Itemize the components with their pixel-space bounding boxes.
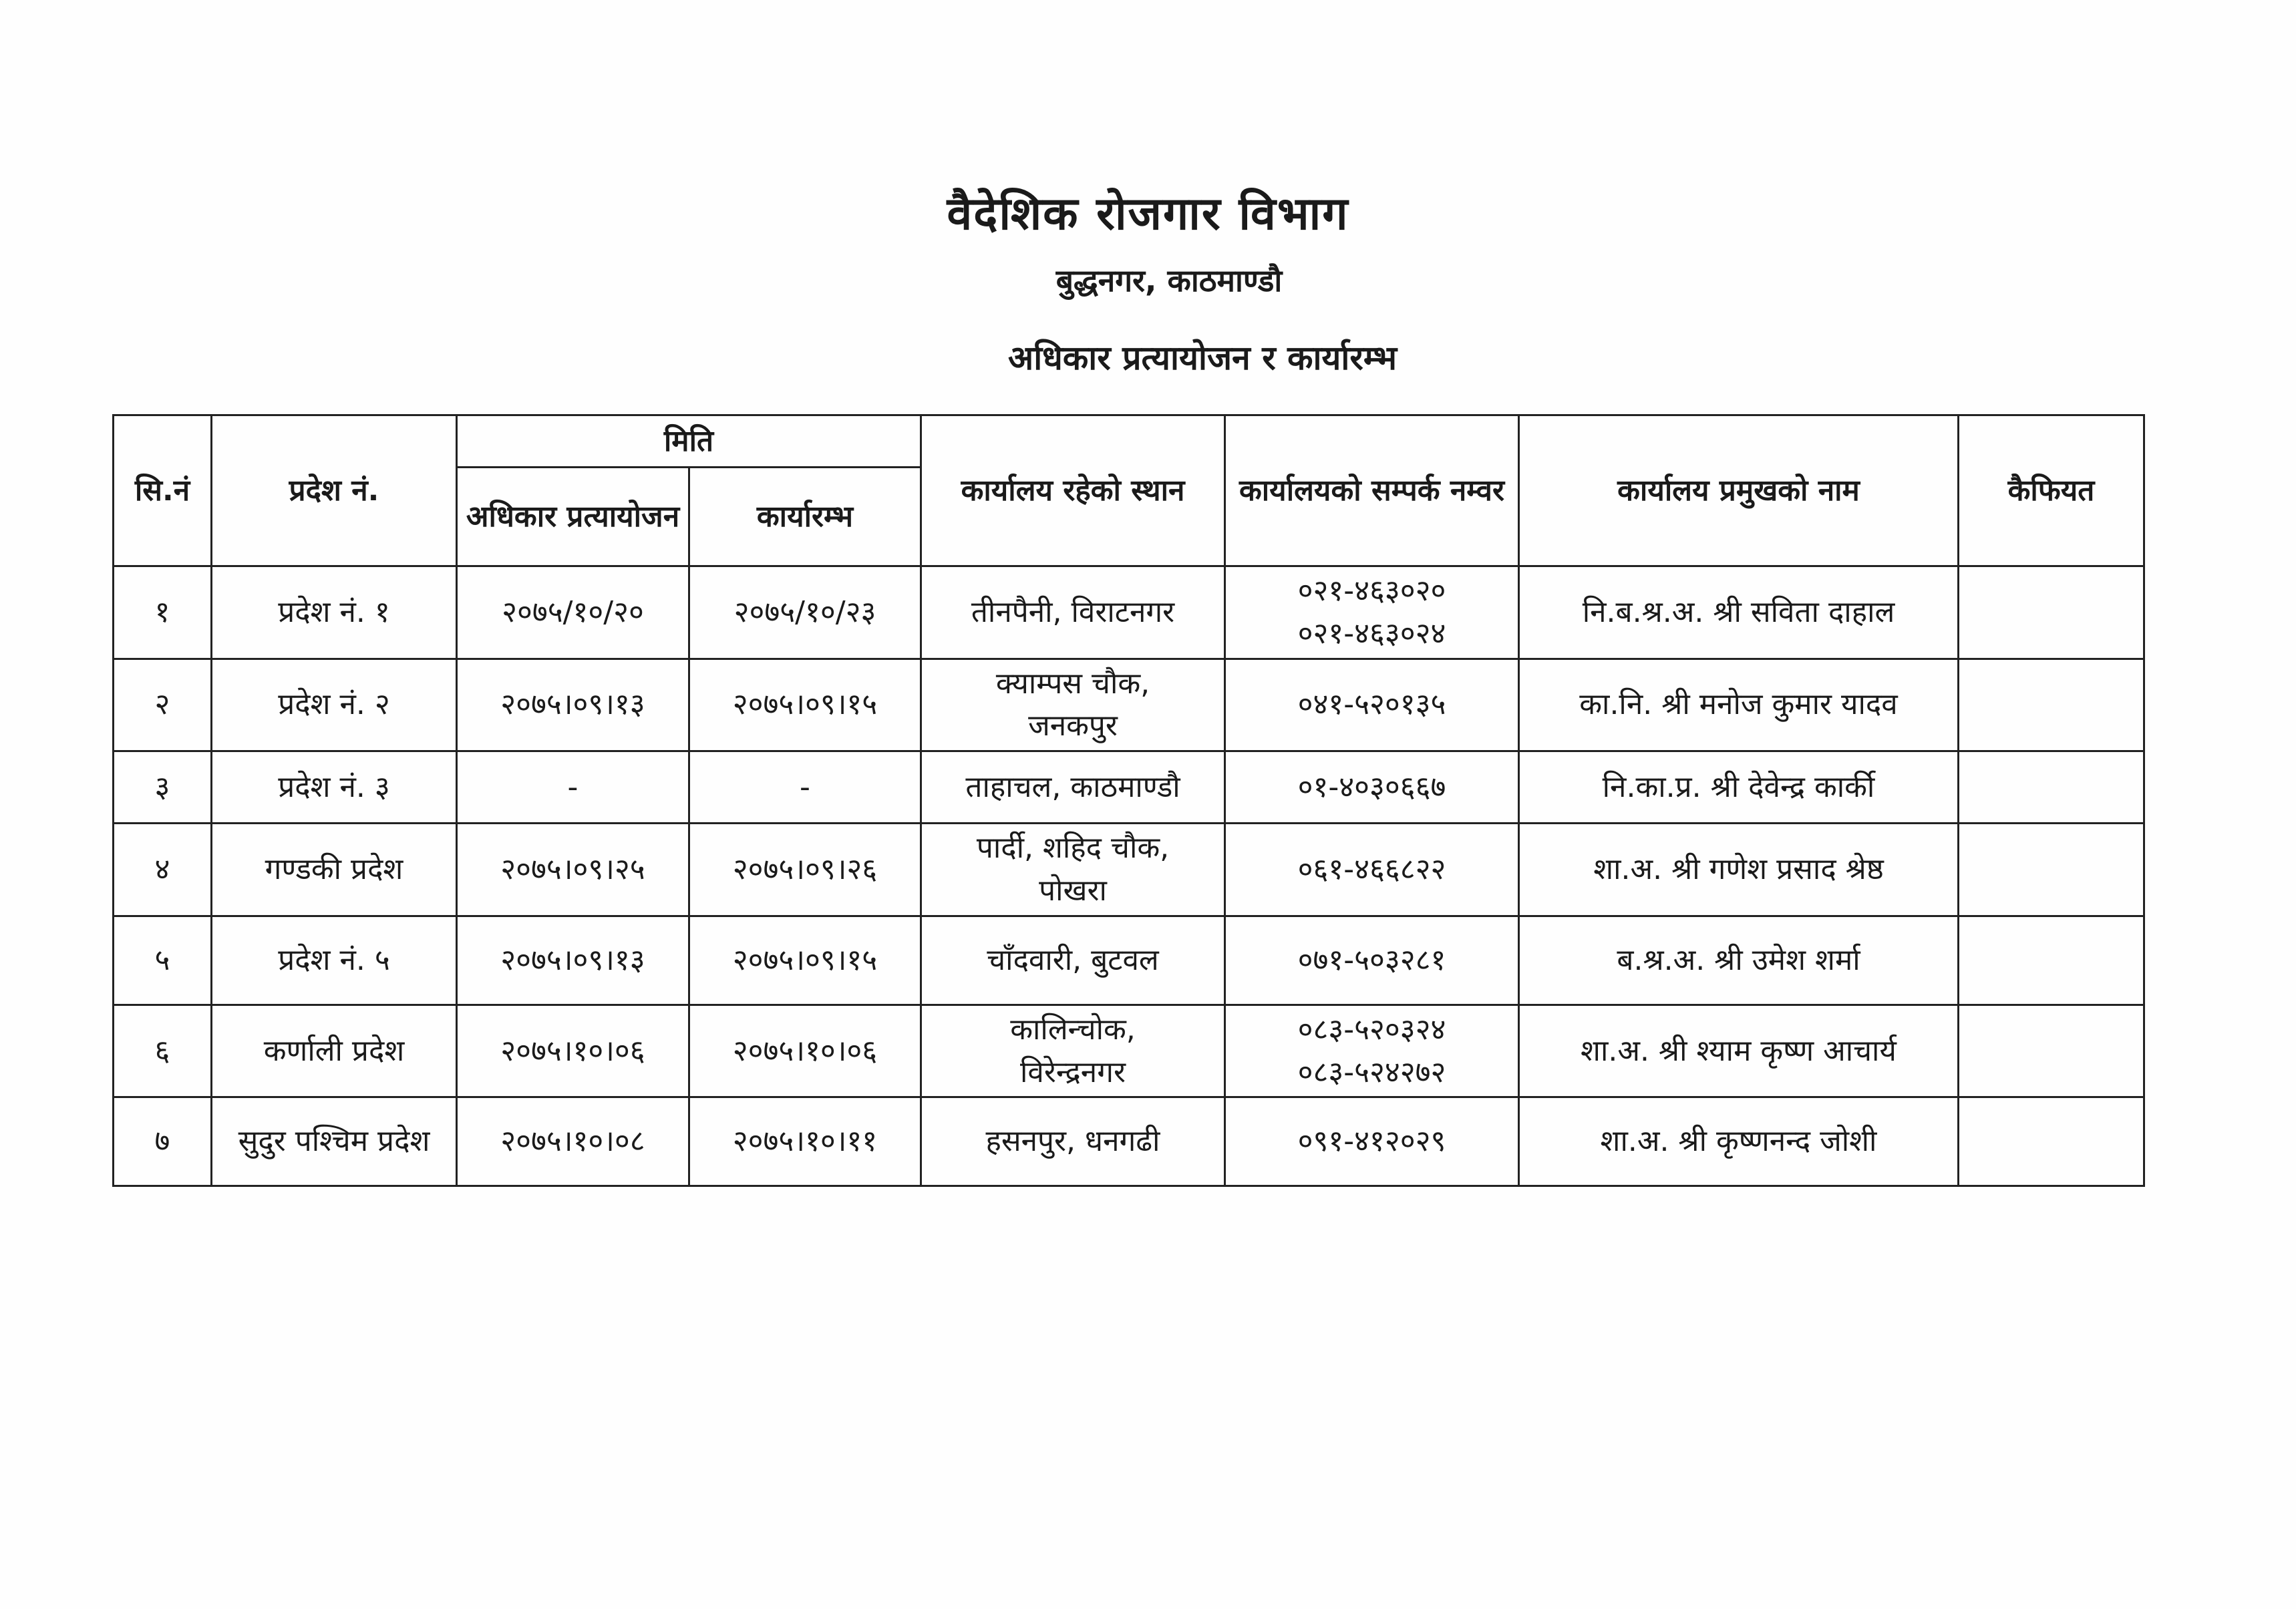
- table-row: [114, 824, 2144, 916]
- cell-start-date: २०७५/१०/२३: [689, 566, 921, 659]
- table-row: [114, 916, 2144, 1005]
- cell-delegation-date: २०७५।०९।१३: [457, 659, 689, 751]
- cell-contact-line: ०८३-५२४२७२: [1297, 1055, 1446, 1089]
- cell-province: कर्णाली प्रदेश: [212, 1005, 457, 1097]
- cell-contact: [1225, 824, 1519, 916]
- cell-start-date: २०७५।१०।११: [689, 1097, 921, 1186]
- cell-contact-line: ०७१-५०३२८१: [1297, 942, 1446, 977]
- cell-location: [921, 1005, 1225, 1097]
- cell-head-name: शा.अ. श्री श्याम कृष्ण आचार्य: [1519, 1005, 1959, 1097]
- header-location: कार्यालय रहेको स्थान: [921, 415, 1225, 566]
- cell-contact: [1225, 566, 1519, 659]
- header-delegation: अधिकार प्रत्यायोजन: [457, 468, 689, 566]
- cell-contact-line: ०२१-४६३०२४: [1297, 616, 1446, 651]
- cell-location: [921, 751, 1225, 824]
- cell-province: प्रदेश नं. २: [212, 659, 457, 751]
- cell-remarks: [1959, 751, 2144, 824]
- header-province: प्रदेश नं.: [212, 415, 457, 566]
- cell-province: गण्डकी प्रदेश: [212, 824, 457, 916]
- cell-location-line: क्याम्पस चौक,: [995, 666, 1150, 701]
- cell-location-line: हसनपुर, धनगढी: [985, 1124, 1160, 1159]
- cell-head-name: का.नि. श्री मनोज कुमार यादव: [1519, 659, 1959, 751]
- cell-province: सुदुर पश्चिम प्रदेश: [212, 1097, 457, 1186]
- cell-delegation-date: २०७५।०९।२५: [457, 824, 689, 916]
- cell-province: प्रदेश नं. १: [212, 566, 457, 659]
- cell-sn: ४: [114, 824, 212, 916]
- cell-province: प्रदेश नं. ३: [212, 751, 457, 824]
- cell-contact-line: ०४१-५२०१३५: [1297, 687, 1446, 722]
- cell-delegation-date: २०७५।०९।१३: [457, 916, 689, 1005]
- delegation-table: [112, 414, 2145, 1187]
- cell-sn: ७: [114, 1097, 212, 1186]
- document-heading: अधिकार प्रत्यायोजन र कार्यारम्भ: [1008, 339, 1397, 377]
- cell-location: [921, 566, 1225, 659]
- document-subtitle: बुद्धनगर, काठमाण्डौ: [1055, 262, 1283, 299]
- cell-delegation-date: २०७५।१०।०६: [457, 1005, 689, 1097]
- cell-location-line: तीनपैनी, विराटनगर: [971, 594, 1175, 629]
- cell-remarks: [1959, 916, 2144, 1005]
- cell-sn: १: [114, 566, 212, 659]
- cell-contact: [1225, 751, 1519, 824]
- header-date-group: मिति: [457, 415, 921, 468]
- cell-contact: [1225, 1005, 1519, 1097]
- cell-delegation-date: २०७५।१०।०८: [457, 1097, 689, 1186]
- cell-contact: [1225, 1097, 1519, 1186]
- cell-location-line: जनकपुर: [1028, 709, 1118, 743]
- cell-contact-line: ०६१-४६६८२२: [1297, 852, 1446, 887]
- cell-contact: [1225, 659, 1519, 751]
- cell-remarks: [1959, 1097, 2144, 1186]
- cell-location: [921, 1097, 1225, 1186]
- table-row: [114, 751, 2144, 824]
- cell-location: [921, 824, 1225, 916]
- header-contact: कार्यालयको सम्पर्क नम्वर: [1225, 415, 1519, 566]
- cell-head-name: नि.ब.श्र.अ. श्री सविता दाहाल: [1519, 566, 1959, 659]
- cell-sn: ५: [114, 916, 212, 1005]
- table-row: [114, 1005, 2144, 1097]
- cell-start-date: २०७५।०९।१५: [689, 659, 921, 751]
- cell-remarks: [1959, 824, 2144, 916]
- cell-head-name: शा.अ. श्री गणेश प्रसाद श्रेष्ठ: [1519, 824, 1959, 916]
- header-head-name: कार्यालय प्रमुखको नाम: [1519, 415, 1959, 566]
- cell-head-name: ब.श्र.अ. श्री उमेश शर्मा: [1519, 916, 1959, 1005]
- cell-contact-line: ०८३-५२०३२४: [1297, 1012, 1446, 1047]
- table-row: [114, 1097, 2144, 1186]
- cell-province: प्रदेश नं. ५: [212, 916, 457, 1005]
- cell-location: [921, 659, 1225, 751]
- cell-start-date: २०७५।०९।१५: [689, 916, 921, 1005]
- cell-contact-line: ०९१-४१२०२९: [1297, 1124, 1446, 1159]
- table-row: [114, 566, 2144, 659]
- cell-sn: २: [114, 659, 212, 751]
- cell-sn: ६: [114, 1005, 212, 1097]
- cell-remarks: [1959, 566, 2144, 659]
- table-row: [114, 659, 2144, 751]
- cell-head-name: शा.अ. श्री कृष्णनन्द जोशी: [1519, 1097, 1959, 1186]
- document-title: वैदेशिक रोजगार विभाग: [947, 188, 1349, 240]
- cell-remarks: [1959, 659, 2144, 751]
- cell-sn: ३: [114, 751, 212, 824]
- header-sn: सि.नं: [114, 415, 212, 566]
- cell-contact-line: ०१-४०३०६६७: [1297, 769, 1446, 804]
- table-body: [114, 566, 2144, 1186]
- cell-location-line: ताहाचल, काठमाण्डौ: [965, 769, 1180, 804]
- cell-contact: [1225, 916, 1519, 1005]
- cell-start-date: २०७५।१०।०६: [689, 1005, 921, 1097]
- cell-start-date: २०७५।०९।२६: [689, 824, 921, 916]
- header-start: कार्यारम्भ: [689, 468, 921, 566]
- cell-delegation-date: २०७५/१०/२०: [457, 566, 689, 659]
- cell-location-line: पोखरा: [1039, 873, 1107, 908]
- cell-contact-line: ०२१-४६३०२०: [1297, 574, 1446, 608]
- header-remarks: कैफियत: [1959, 415, 2144, 566]
- cell-location-line: विरेन्द्रनगर: [1019, 1055, 1126, 1089]
- cell-start-date: -: [689, 751, 921, 824]
- cell-delegation-date: -: [457, 751, 689, 824]
- cell-location: [921, 916, 1225, 1005]
- cell-remarks: [1959, 1005, 2144, 1097]
- cell-head-name: नि.का.प्र. श्री देवेन्द्र कार्की: [1519, 751, 1959, 824]
- cell-location-line: चाँदवारी, बुटवल: [987, 942, 1159, 977]
- cell-location-line: पार्दी, शहिद चौक,: [976, 831, 1170, 866]
- cell-location-line: कालिन्चोक,: [1010, 1012, 1136, 1047]
